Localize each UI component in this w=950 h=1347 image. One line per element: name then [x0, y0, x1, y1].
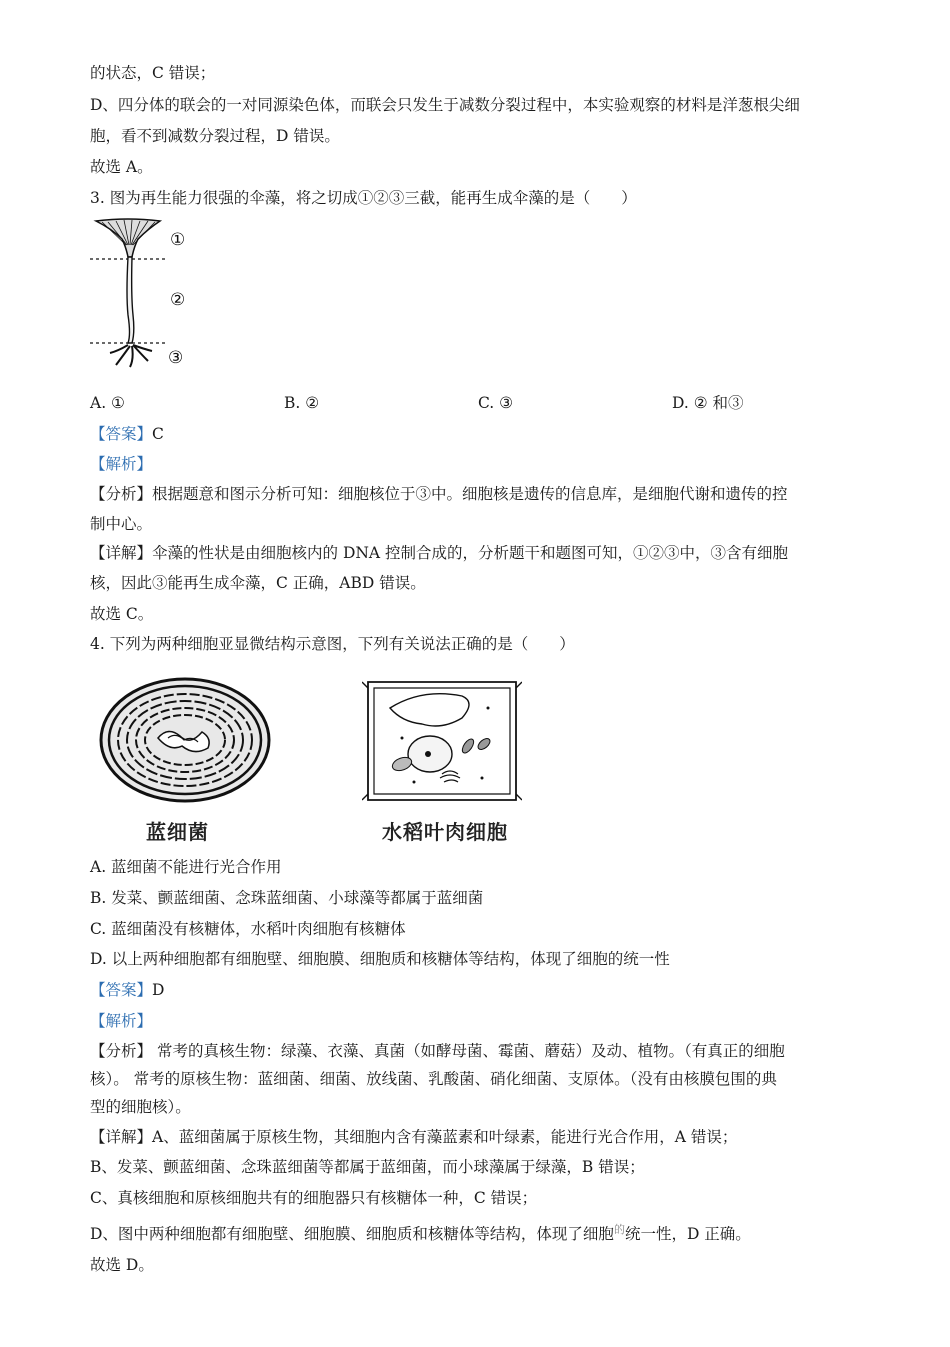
analysis-line	[90, 483, 788, 505]
xiangjie-text: A、蓝细菌属于原核生物，其细胞内含有藻蓝素和叶绿素，能进行光合作用，A 错误；	[152, 1128, 738, 1146]
detail-line	[90, 1126, 737, 1148]
fenxi-tag: 【分析】	[90, 1042, 153, 1060]
text-line: 的状态，C 错误；	[90, 64, 216, 82]
text-line: 故选 C。	[90, 605, 154, 623]
label-2: ②	[170, 290, 186, 310]
fenxi-tag: 【分析】	[90, 485, 153, 503]
question-4-stem: 4. 下列为两种细胞亚显微结构示意图，下列有关说法正确的是（ ）	[90, 635, 575, 653]
caption-cyanobacterium: 蓝细菌	[146, 820, 209, 844]
label-3: ③	[168, 348, 184, 368]
option-c: C. 蓝细菌没有核糖体，水稻叶肉细胞有核糖体	[90, 920, 406, 938]
detail-line	[90, 542, 788, 564]
caption-plant-cell: 水稻叶肉细胞	[382, 820, 508, 844]
answer-line	[90, 979, 164, 1001]
option-a: A. ①	[90, 394, 125, 412]
text-line: 核）。 常考的原核生物：蓝细菌、细菌、放线菌、乳酸菌、硝化细菌、支原体。（没有由核膜包围的典	[90, 1070, 777, 1088]
question-3-stem: 3. 图为再生能力很强的伞藻，将之切成①②③三截，能再生成伞藻的是（ ）	[90, 189, 637, 207]
text-line: D、四分体的联会的一对同源染色体，而联会只发生于减数分裂过程中，本实验观察的材料是洋葱根尖细	[90, 96, 800, 114]
analysis-tag: 【解析】	[90, 1012, 153, 1030]
option-a: A. 蓝细菌不能进行光合作用	[90, 858, 282, 876]
cyanobacterium-figure	[98, 676, 273, 804]
fenxi-text: 常考的真核生物：绿藻、衣藻、真菌（如酵母菌、霉菌、蘑菇）及动、植物。（有真正的细胞	[152, 1042, 785, 1060]
answer-value: D	[152, 981, 165, 999]
plant-cell-figure	[362, 678, 522, 804]
answer-line	[90, 423, 164, 445]
xiangjie-text: 伞藻的性状是由细胞核内的 DNA 控制合成的，分析题干和题图可知，①②③中，③含有细胞	[152, 544, 789, 562]
option-c: C. ③	[478, 394, 514, 412]
text-line	[90, 1223, 751, 1247]
text-line: 故选 A。	[90, 158, 153, 176]
acetabularia-figure	[88, 215, 203, 380]
text-segment: D、图中两种细胞都有细胞壁、细胞膜、细胞质和核糖体等结构，体现了细胞	[90, 1225, 614, 1243]
xiangjie-tag: 【详解】	[90, 544, 153, 562]
stalk-shape	[127, 257, 134, 343]
text-line: 制中心。	[90, 515, 153, 533]
option-d: D. ② 和③	[672, 394, 744, 412]
text-line: B、发菜、颤蓝细菌、念珠蓝细菌等都属于蓝细菌，而小球藻属于绿藻，B 错误；	[90, 1158, 645, 1176]
answer-tag: 【答案】	[90, 425, 153, 443]
fenxi-text: 根据题意和图示分析可知：细胞核位于③中。细胞核是遗传的信息库，是细胞代谢和遗传的控	[152, 485, 788, 503]
analysis-line	[90, 1040, 785, 1062]
xiangjie-tag: 【详解】	[90, 1128, 153, 1146]
text-line: C、真核细胞和原核细胞共有的细胞器只有核糖体一种，C 错误；	[90, 1189, 538, 1207]
text-line: 胞，看不到减数分裂过程，D 错误。	[90, 127, 340, 145]
label-1: ①	[170, 230, 186, 250]
text-line: 型的细胞核）。	[90, 1098, 191, 1116]
option-b: B. ②	[284, 394, 320, 412]
superscript-char: 的	[613, 1223, 625, 1236]
analysis-tag: 【解析】	[90, 455, 153, 473]
option-d: D. 以上两种细胞都有细胞壁、细胞膜、细胞质和核糖体等结构，体现了细胞的统一性	[90, 950, 670, 968]
answer-value: C	[152, 425, 164, 443]
option-b: B. 发菜、颤蓝细菌、念珠蓝细菌、小球藻等都属于蓝细菌	[90, 889, 484, 907]
rhizoid-shape	[110, 345, 152, 367]
text-segment: 统一性，D 正确。	[624, 1225, 751, 1243]
text-line: 核，因此③能再生成伞藻，C 正确，ABD 错误。	[90, 574, 426, 592]
text-line: 故选 D。	[90, 1256, 154, 1274]
answer-tag: 【答案】	[90, 981, 153, 999]
